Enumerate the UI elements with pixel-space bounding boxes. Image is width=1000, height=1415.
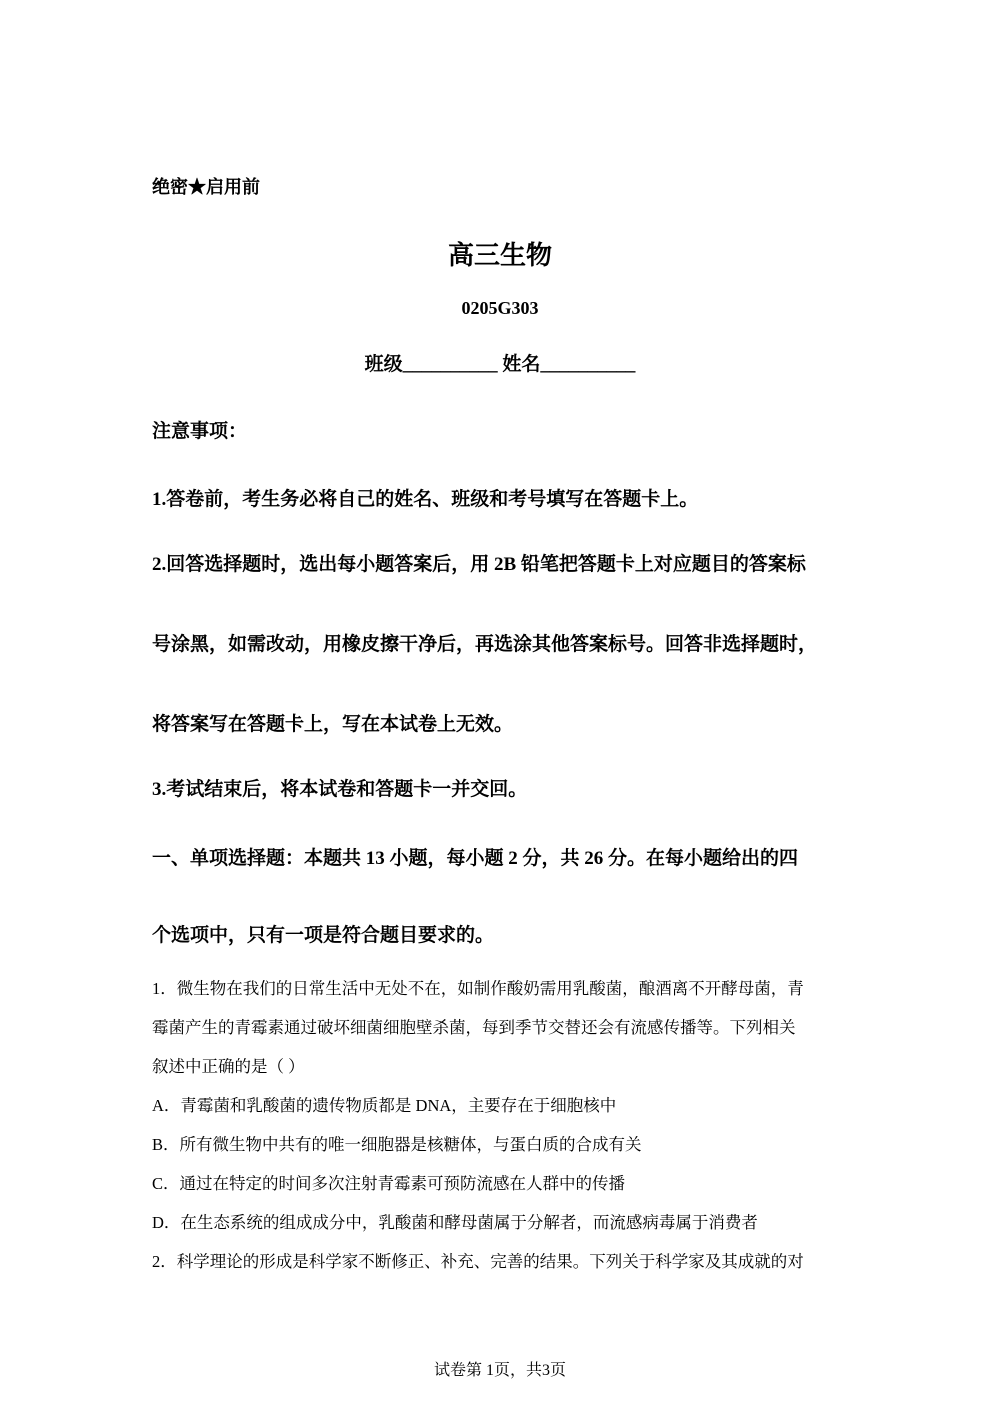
note-item-2-line-3: 将答案写在答题卡上，写在本试卷上无效。 <box>152 714 514 735</box>
question-1-stem-line-2: 霉菌产生的青霉素通过破坏细菌细胞壁杀菌，每到季节交替还会有流感传播等。下列相关 <box>152 1018 796 1037</box>
note-item-1: 1.答卷前，考生务必将自己的姓名、班级和考号填写在答题卡上。 <box>152 489 699 510</box>
notes-heading: 注意事项： <box>152 421 248 442</box>
page-footer: 试卷第 1页，共3页 <box>433 1362 566 1379</box>
section-1-heading-line-1: 一、单项选择题：本题共 13 小题，每小题 2 分，共 26 分。在每小题给出的四 <box>152 848 799 869</box>
note-item-2-line-1: 2.回答选择题时，选出每小题答案后，用 2B 铅笔把答题卡上对应题目的答案标 <box>152 554 806 575</box>
question-1-option-d: D．在生态系统的组成成分中，乳酸菌和酵母菌属于分解者，而流感病毒属于消费者 <box>152 1213 758 1232</box>
question-1-stem-line-1: 1．微生物在我们的日常生活中无处不在，如制作酸奶需用乳酸菌，酿酒离不开酵母菌，青 <box>152 979 804 998</box>
note-item-2-line-2: 号涂黑，如需改动，用橡皮擦干净后，再选涂其他答案标号。回答非选择题时， <box>152 634 818 655</box>
confidential-label: 绝密★启用前 <box>152 177 260 197</box>
question-1-option-c: C．通过在特定的时间多次注射青霉素可预防流感在人群中的传播 <box>152 1174 626 1193</box>
question-1-option-a: A．青霉菌和乳酸菌的遗传物质都是 DNA，主要存在于细胞核中 <box>152 1096 617 1115</box>
exam-code: 0205G303 <box>461 298 539 318</box>
question-1-stem-line-3: 叙述中正确的是（ ） <box>152 1057 305 1076</box>
question-2-stem-line-1: 2．科学理论的形成是科学家不断修正、补充、完善的结果。下列关于科学家及其成就的对 <box>152 1252 804 1271</box>
class-name-line: 班级__________ 姓名__________ <box>364 354 636 375</box>
note-item-3: 3.考试结束后，将本试卷和答题卡一并交回。 <box>152 779 528 800</box>
section-1-heading-line-2: 个选项中，只有一项是符合题目要求的。 <box>152 925 495 946</box>
exam-title: 高三生物 <box>447 241 552 270</box>
question-1-option-b: B．所有微生物中共有的唯一细胞器是核糖体，与蛋白质的合成有关 <box>152 1135 642 1154</box>
